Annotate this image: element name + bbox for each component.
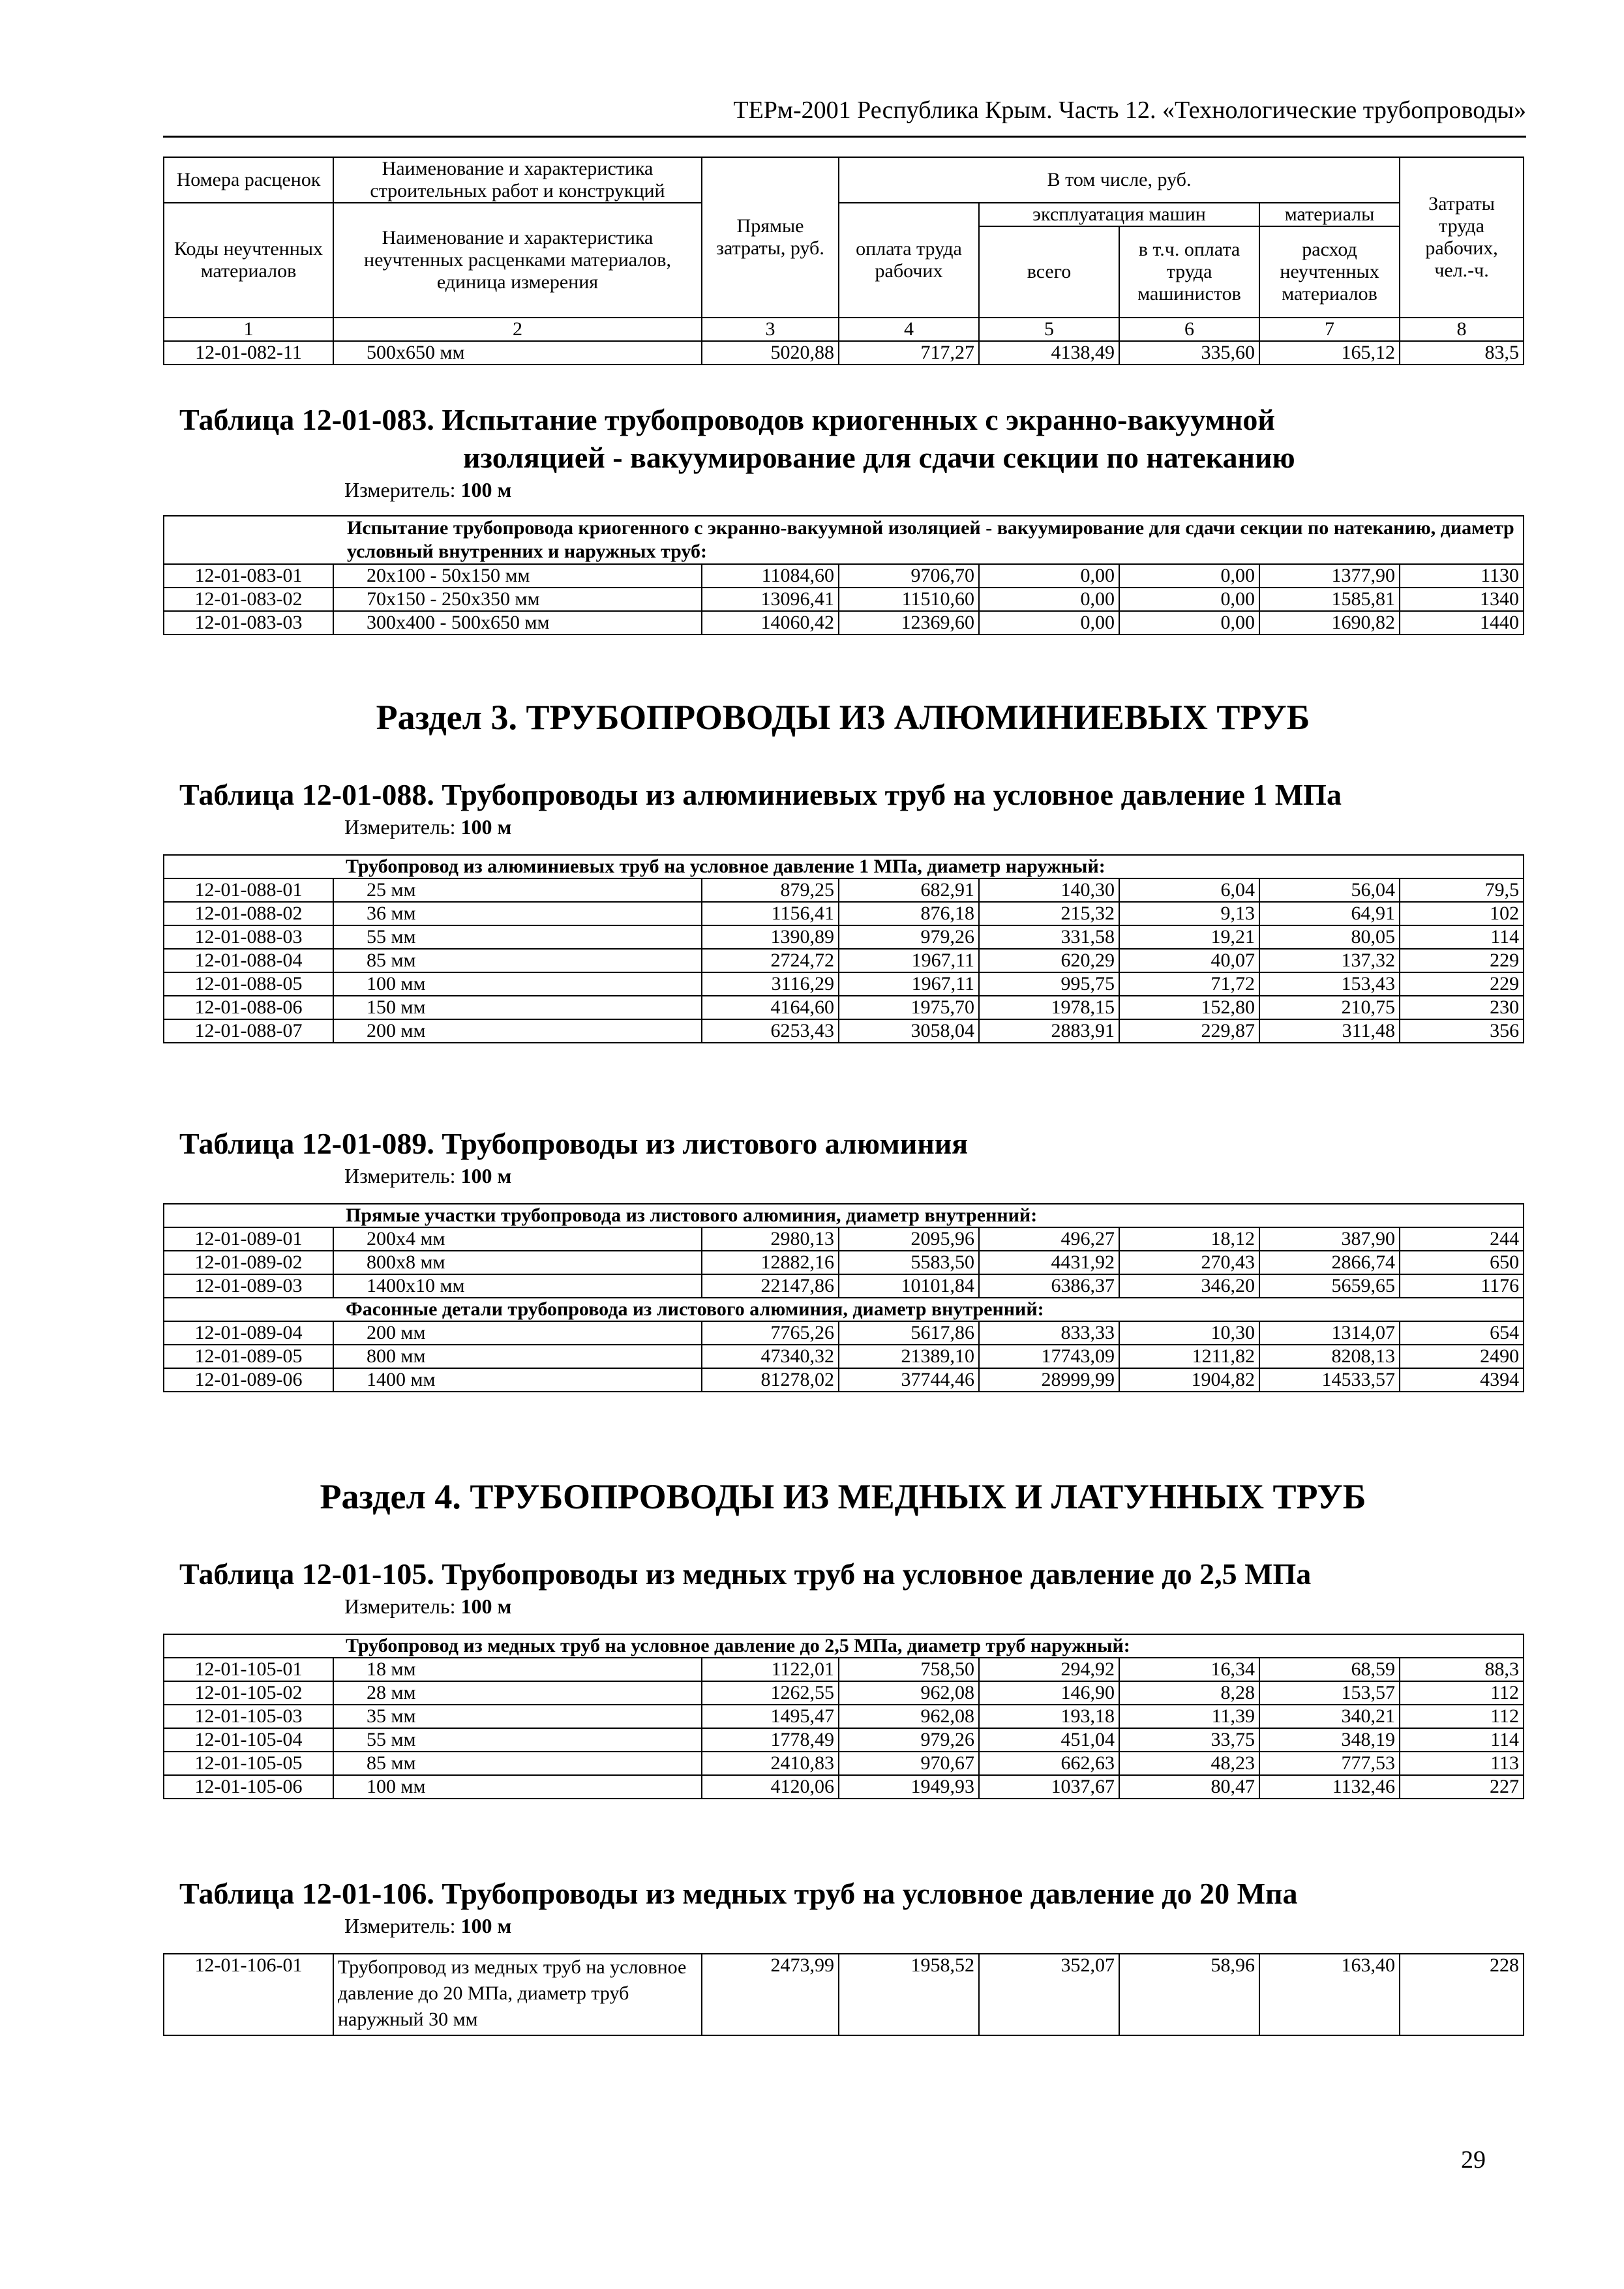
table-cell: 64,91 — [1259, 902, 1400, 925]
group-header: Испытание трубопровода криогенного с экранно-вакуумной изоляцией - вакуумирование для сдачи секции по натеканию, диаметр условный внутренних и наружных труб: — [164, 516, 1524, 564]
table-cell: 193,18 — [979, 1705, 1119, 1728]
table-cell: 215,32 — [979, 902, 1119, 925]
table-cell: 1130 — [1400, 564, 1524, 588]
table-cell: 5583,50 — [839, 1251, 979, 1274]
table-cell: 9706,70 — [839, 564, 979, 588]
table-cell: 962,08 — [839, 1705, 979, 1728]
table-cell: 1949,93 — [839, 1775, 979, 1799]
table-cell: 13096,41 — [702, 588, 839, 611]
table-cell: 4394 — [1400, 1368, 1524, 1392]
table-cell: 47340,32 — [702, 1345, 839, 1368]
table-cell: 12-01-105-04 — [164, 1728, 333, 1752]
col-machinist-pay: в т.ч. оплата труда машинистов — [1119, 226, 1259, 318]
table-cell: 81278,02 — [702, 1368, 839, 1392]
table-cell: 79,5 — [1400, 878, 1524, 902]
table-row — [164, 1321, 1524, 1345]
col-unaccounted-usage: расход неучтенных материалов — [1259, 226, 1400, 318]
table-cell: 1585,81 — [1259, 588, 1400, 611]
table-cell: 876,18 — [839, 902, 979, 925]
table-cell: 112 — [1400, 1705, 1524, 1728]
table-cell: 2866,74 — [1259, 1251, 1400, 1274]
table-cell: 1975,70 — [839, 996, 979, 1019]
table-row — [164, 1752, 1524, 1775]
table-cell: 146,90 — [979, 1681, 1119, 1705]
table-cell: 1967,11 — [839, 949, 979, 972]
table-cell: 2980,13 — [702, 1227, 839, 1251]
table-cell: 80,47 — [1119, 1775, 1259, 1799]
table-cell: 12-01-105-06 — [164, 1775, 333, 1799]
table-row — [164, 1345, 1524, 1368]
table-cell: 14533,57 — [1259, 1368, 1400, 1392]
table-cell: 140,30 — [979, 878, 1119, 902]
table-cell: 0,00 — [979, 611, 1119, 635]
group-header: Прямые участки трубопровода из листового алюминия, диаметр внутренний: — [164, 1204, 1524, 1227]
table-083-heading — [163, 401, 1523, 503]
table-cell: 346,20 — [1119, 1274, 1259, 1298]
table-cell: 311,48 — [1259, 1019, 1400, 1043]
table-089-heading — [163, 1125, 1523, 1189]
table-cell: 12-01-089-06 — [164, 1368, 333, 1392]
measure: Измеритель: 100 м — [344, 1594, 512, 1618]
table-cell: 12-01-089-04 — [164, 1321, 333, 1345]
table-cell: 200 мм — [333, 1321, 702, 1345]
table-cell: 1690,82 — [1259, 611, 1400, 635]
table-cell: 12-01-083-03 — [164, 611, 333, 635]
table-cell: 25 мм — [333, 878, 702, 902]
table-cell: 229,87 — [1119, 1019, 1259, 1043]
table-cell: 0,00 — [1119, 564, 1259, 588]
table-cell: 16,34 — [1119, 1658, 1259, 1681]
table-cell: 3116,29 — [702, 972, 839, 996]
table-cell: 14060,42 — [702, 611, 839, 635]
group-header: Фасонные детали трубопровода из листового алюминия, диаметр внутренний: — [164, 1298, 1524, 1321]
table-cell: 112 — [1400, 1681, 1524, 1705]
table-cell: 12882,16 — [702, 1251, 839, 1274]
table-cell: 451,04 — [979, 1728, 1119, 1752]
table-cell: 1122,01 — [702, 1658, 839, 1681]
table-cell: 11,39 — [1119, 1705, 1259, 1728]
table-row — [164, 1251, 1524, 1274]
table-cell: 3058,04 — [839, 1019, 979, 1043]
table-cell: 28999,99 — [979, 1368, 1119, 1392]
table-cell: 71,72 — [1119, 972, 1259, 996]
table-cell: 12-01-088-04 — [164, 949, 333, 972]
table-cell: 0,00 — [979, 588, 1119, 611]
table-cell: 356 — [1400, 1019, 1524, 1043]
table-cell: 35 мм — [333, 1705, 702, 1728]
table-cell: 2490 — [1400, 1345, 1524, 1368]
table-row — [164, 996, 1524, 1019]
table-105-heading — [163, 1555, 1523, 1619]
table-cell: 114 — [1400, 1728, 1524, 1752]
table-cell: 294,92 — [979, 1658, 1119, 1681]
table-cell: 1037,67 — [979, 1775, 1119, 1799]
table-088 — [163, 854, 1524, 1043]
table-cell: 300х400 - 500х650 мм — [333, 611, 702, 635]
table-cell: 48,23 — [1119, 1752, 1259, 1775]
col-incl: В том числе, руб. — [839, 157, 1400, 203]
table-cell: 114 — [1400, 925, 1524, 949]
table-row — [164, 925, 1524, 949]
col-materials: материалы — [1259, 203, 1400, 226]
table-cell: 12-01-088-02 — [164, 902, 333, 925]
table-cell: 979,26 — [839, 1728, 979, 1752]
table-cell: 6253,43 — [702, 1019, 839, 1043]
col-worker-pay: оплата труда рабочих — [839, 203, 979, 318]
table-cell: 0,00 — [1119, 611, 1259, 635]
table-cell: 1156,41 — [702, 902, 839, 925]
table-cell: 12-01-088-07 — [164, 1019, 333, 1043]
table-cell: 12-01-105-05 — [164, 1752, 333, 1775]
group-header: Трубопровод из медных труб на условное давление до 2,5 МПа, диаметр труб наружный: — [164, 1634, 1524, 1658]
table-cell: 244 — [1400, 1227, 1524, 1251]
table-106 — [163, 1953, 1524, 2036]
table-cell: 777,53 — [1259, 1752, 1400, 1775]
measure: Измеритель: 100 м — [344, 1914, 512, 1937]
table-cell: 229 — [1400, 949, 1524, 972]
table-cell: 1132,46 — [1259, 1775, 1400, 1799]
table-cell: 102 — [1400, 902, 1524, 925]
table-cell: 340,21 — [1259, 1705, 1400, 1728]
table-cell: 12-01-105-01 — [164, 1658, 333, 1681]
table-cell: 9,13 — [1119, 902, 1259, 925]
table-cell: 12-01-088-03 — [164, 925, 333, 949]
table-row — [164, 878, 1524, 902]
table-cell: 800х8 мм — [333, 1251, 702, 1274]
table-cell: 1262,55 — [702, 1681, 839, 1705]
table-cell: 1176 — [1400, 1274, 1524, 1298]
table-cell: 153,43 — [1259, 972, 1400, 996]
table-cell: 6386,37 — [979, 1274, 1119, 1298]
col-unaccounted-names: Наименование и характеристика неучтенных расценками материалов, единица измерения — [333, 203, 702, 318]
table-cell: 2883,91 — [979, 1019, 1119, 1043]
table-cell: 21389,10 — [839, 1345, 979, 1368]
table-cell: 12-01-089-02 — [164, 1251, 333, 1274]
table-cell: 88,3 — [1400, 1658, 1524, 1681]
table-cell: 70х150 - 250х350 мм — [333, 588, 702, 611]
table-cell: 650 — [1400, 1251, 1524, 1274]
col-name-head: Наименование и характеристика строительных работ и конструкций — [333, 157, 702, 203]
table-cell: 0,00 — [979, 564, 1119, 588]
col-direct-costs: Прямые затраты, руб. — [702, 157, 839, 318]
table-cell: 36 мм — [333, 902, 702, 925]
table-row — [164, 1775, 1524, 1799]
table-cell: 387,90 — [1259, 1227, 1400, 1251]
table-cell: 10101,84 — [839, 1274, 979, 1298]
table-cell: 6,04 — [1119, 878, 1259, 902]
table-title: Таблица 12-01-089. Трубопроводы из листового алюминия — [179, 1127, 969, 1160]
table-cell: 12-01-088-05 — [164, 972, 333, 996]
group-header: Трубопровод из алюминиевых труб на условное давление 1 МПа, диаметр наружный: — [164, 855, 1524, 878]
table-cell: 12-01-088-06 — [164, 996, 333, 1019]
table-cell: 12-01-089-05 — [164, 1345, 333, 1368]
table-row — [164, 902, 1524, 925]
table-cell: 979,26 — [839, 925, 979, 949]
table-cell: 56,04 — [1259, 878, 1400, 902]
table-cell: 331,58 — [979, 925, 1119, 949]
table-cell: 1390,89 — [702, 925, 839, 949]
table-cell: 11510,60 — [839, 588, 979, 611]
table-cell: 654 — [1400, 1321, 1524, 1345]
table-row — [164, 588, 1524, 611]
table-cell: 85 мм — [333, 1752, 702, 1775]
table-row — [164, 1728, 1524, 1752]
table-cell: 496,27 — [979, 1227, 1119, 1251]
table-cell: 1904,82 — [1119, 1368, 1259, 1392]
col-unaccounted-codes: Коды неучтенных материалов — [164, 203, 333, 318]
table-cell: 100 мм — [333, 972, 702, 996]
table-cell: 80,05 — [1259, 925, 1400, 949]
table-cell: 18,12 — [1119, 1227, 1259, 1251]
table-cell: 55 мм — [333, 1728, 702, 1752]
table-row — [164, 1368, 1524, 1392]
table-cell: 28 мм — [333, 1681, 702, 1705]
table-cell: 662,63 — [979, 1752, 1119, 1775]
table-title: Таблица 12-01-088. Трубопроводы из алюминиевых труб на условное давление 1 МПа — [179, 778, 1342, 811]
table-cell: 2724,72 — [702, 949, 839, 972]
table-cell: 5659,65 — [1259, 1274, 1400, 1298]
table-cell: 200х4 мм — [333, 1227, 702, 1251]
table-cell: 17743,09 — [979, 1345, 1119, 1368]
table-088-heading — [163, 776, 1523, 840]
table-title: Таблица 12-01-106. Трубопроводы из медных труб на условное давление до 20 Мпа — [179, 1877, 1298, 1910]
table-cell: 68,59 — [1259, 1658, 1400, 1681]
table-cell: 55 мм — [333, 925, 702, 949]
measure: Измеритель: 100 м — [344, 478, 512, 501]
table-089 — [163, 1203, 1524, 1392]
column-number-row: 1 2 3 4 5 6 7 8 — [164, 318, 1524, 341]
table-cell: 620,29 — [979, 949, 1119, 972]
table-cell: 10,30 — [1119, 1321, 1259, 1345]
table-cell: 1967,11 — [839, 972, 979, 996]
measure: Измеритель: 100 м — [344, 1164, 512, 1188]
table-cell: 7765,26 — [702, 1321, 839, 1345]
table-cell: 1440 — [1400, 611, 1524, 635]
table-cell: 2095,96 — [839, 1227, 979, 1251]
table-cell: 22147,86 — [702, 1274, 839, 1298]
table-106-heading — [163, 1875, 1523, 1939]
measure: Измеритель: 100 м — [344, 815, 512, 839]
table-row — [164, 611, 1524, 635]
table-title: Таблица 12-01-105. Трубопроводы из медных труб на условное давление до 2,5 МПа — [179, 1557, 1312, 1591]
table-row — [164, 1227, 1524, 1251]
table-row: 12-01-082-11 500х650 мм 5020,88 717,27 4138,49 335,60 165,12 83,5 — [164, 341, 1524, 365]
table-cell: 4120,06 — [702, 1775, 839, 1799]
table-row — [164, 1019, 1524, 1043]
table-cell: 19,21 — [1119, 925, 1259, 949]
table-cell: 85 мм — [333, 949, 702, 972]
table-cell: 2410,83 — [702, 1752, 839, 1775]
table-cell: 270,43 — [1119, 1251, 1259, 1274]
table-cell: 20х100 - 50х150 мм — [333, 564, 702, 588]
table-row — [164, 1705, 1524, 1728]
table-cell: 100 мм — [333, 1775, 702, 1799]
table-title-cont: изоляцией - вакуумирование для сдачи секции по натеканию — [463, 441, 1295, 474]
table-cell: 5617,86 — [839, 1321, 979, 1345]
table-cell: 37744,46 — [839, 1368, 979, 1392]
table-cell: 18 мм — [333, 1658, 702, 1681]
table-cell: 152,80 — [1119, 996, 1259, 1019]
table-cell: 833,33 — [979, 1321, 1119, 1345]
table-cell: 879,25 — [702, 878, 839, 902]
table-cell: 33,75 — [1119, 1728, 1259, 1752]
table-cell: 1400х10 мм — [333, 1274, 702, 1298]
table-cell: 962,08 — [839, 1681, 979, 1705]
table-cell: 12-01-105-03 — [164, 1705, 333, 1728]
table-cell: 229 — [1400, 972, 1524, 996]
table-row — [164, 972, 1524, 996]
running-header: ТЕРм-2001 Республика Крым. Часть 12. «Технологические трубопроводы» — [163, 90, 1526, 138]
table-cell: 150 мм — [333, 996, 702, 1019]
table-cell: 682,91 — [839, 878, 979, 902]
section-3-title: Раздел 3. ТРУБОПРОВОДЫ ИЗ АЛЮМИНИЕВЫХ ТРУБ — [376, 698, 1310, 737]
column-header-table — [163, 157, 1524, 365]
col-machines-total: всего — [979, 226, 1119, 318]
section-4-title: Раздел 4. ТРУБОПРОВОДЫ ИЗ МЕДНЫХ И ЛАТУННЫХ ТРУБ — [320, 1477, 1366, 1516]
table-cell: 0,00 — [1119, 588, 1259, 611]
table-cell: 12-01-089-01 — [164, 1227, 333, 1251]
table-cell: 4164,60 — [702, 996, 839, 1019]
table-cell: 153,57 — [1259, 1681, 1400, 1705]
table-cell: 8208,13 — [1259, 1345, 1400, 1368]
table-105 — [163, 1634, 1524, 1799]
table-cell: 1978,15 — [979, 996, 1119, 1019]
table-083 — [163, 515, 1524, 635]
table-cell: 200 мм — [333, 1019, 702, 1043]
col-machines: эксплуатация машин — [979, 203, 1259, 226]
table-cell: 1340 — [1400, 588, 1524, 611]
table-cell: 800 мм — [333, 1345, 702, 1368]
table-row — [164, 1274, 1524, 1298]
table-cell: 1400 мм — [333, 1368, 702, 1392]
table-cell: 1211,82 — [1119, 1345, 1259, 1368]
table-cell: 227 — [1400, 1775, 1524, 1799]
table-cell: 758,50 — [839, 1658, 979, 1681]
table-row — [164, 949, 1524, 972]
table-cell: 4431,92 — [979, 1251, 1119, 1274]
table-row — [164, 564, 1524, 588]
table-cell: 11084,60 — [702, 564, 839, 588]
table-cell: 1377,90 — [1259, 564, 1400, 588]
table-cell: 137,32 — [1259, 949, 1400, 972]
page-number: 29 — [1461, 2146, 1486, 2174]
table-cell: 995,75 — [979, 972, 1119, 996]
table-cell: 12-01-083-01 — [164, 564, 333, 588]
table-cell: 12-01-083-02 — [164, 588, 333, 611]
table-cell: 12-01-088-01 — [164, 878, 333, 902]
table-cell: 1314,07 — [1259, 1321, 1400, 1345]
col-codes-head: Номера расценок — [164, 157, 333, 203]
table-cell: 1495,47 — [702, 1705, 839, 1728]
table-cell: 230 — [1400, 996, 1524, 1019]
table-row — [164, 1658, 1524, 1681]
table-cell: 113 — [1400, 1752, 1524, 1775]
table-cell: 348,19 — [1259, 1728, 1400, 1752]
table-cell: 12-01-105-02 — [164, 1681, 333, 1705]
table-cell: 1778,49 — [702, 1728, 839, 1752]
table-title: Таблица 12-01-083. Испытание трубопроводов криогенных с экранно-вакуумной — [179, 403, 1275, 436]
table-cell: 8,28 — [1119, 1681, 1259, 1705]
col-labor: Затраты труда рабочих, чел.-ч. — [1400, 157, 1524, 318]
table-cell: 40,07 — [1119, 949, 1259, 972]
table-cell: 970,67 — [839, 1752, 979, 1775]
table-cell: 12369,60 — [839, 611, 979, 635]
table-cell: 210,75 — [1259, 996, 1400, 1019]
table-row: 12-01-106-01 Трубопровод из медных труб на условное давление до 20 МПа, диаметр труб наружный 30 мм 2473,99 1958,52 352,07 58,96 163,40 228 — [164, 1954, 1524, 2035]
table-row — [164, 1681, 1524, 1705]
table-cell: 12-01-089-03 — [164, 1274, 333, 1298]
